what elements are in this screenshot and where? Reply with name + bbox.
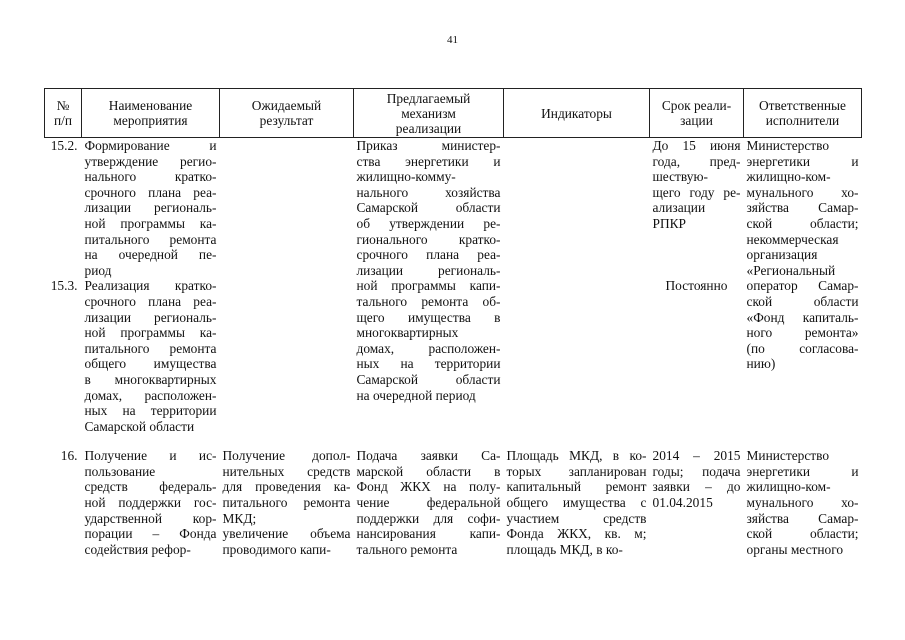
header-name-line: мероприятия (113, 113, 188, 128)
row-15-2-name-line: риод (84, 262, 112, 278)
rows-15-mechanism-line: об утверждении ре- (356, 215, 501, 231)
row-16-responsible-line: зяйства Самар- (746, 510, 859, 526)
row-16-result-line: увеличение объема (222, 526, 351, 542)
rows-15-responsible-line: «Региональный (746, 262, 836, 278)
row-16-indicators-line: торых запланирован (506, 463, 647, 479)
table-row-16 (45, 434, 862, 557)
header-term-line: зации (680, 113, 713, 128)
rows-15-responsible-line: жилищно-ком- (746, 169, 831, 185)
row-15-2-name-line: ной программы ка- (84, 215, 217, 231)
rows-15-responsible-line: ской области (746, 293, 859, 309)
row-15-3-name (82, 278, 220, 434)
row-15-2-term (650, 138, 744, 279)
row-15-2-name-line: нального кратко- (84, 169, 217, 185)
row-16-term-line: 01.04.2015 (652, 495, 713, 511)
row-15-2-name-line: утверждение регио- (84, 153, 217, 169)
row-16-result-line: питального ремонта (222, 495, 351, 511)
rows-15-responsible-line: (по согласова- (746, 340, 859, 356)
rows-15-mechanism-line: ства энергетики и (356, 153, 501, 169)
row-15-2-term-line: щего году ре- (652, 184, 741, 200)
row-16-mechanism-line: марской области в (356, 463, 501, 479)
rows-15-responsible-line: энергетики и (746, 153, 859, 169)
row-15-3-num: 15.3. (50, 278, 78, 294)
row-15-2-name-line: Формирование и (84, 138, 217, 153)
header-num-line: № (56, 98, 70, 113)
row-16-name-line: порации – Фонда (84, 526, 217, 542)
page-number: 41 (447, 34, 458, 46)
rows-15-responsible (744, 138, 862, 435)
header-num-line: п/п (53, 113, 73, 128)
row-15-2-term-line: шествую- (652, 169, 708, 185)
rows-15-mechanism-line: ных на территории (356, 356, 501, 372)
row-15-2-term-line: года, пред- (652, 153, 741, 169)
row-16-indicators (504, 434, 650, 557)
rows-15-responsible-line: ного ремонта» (746, 325, 859, 341)
row-16-result-line: проводимого капи- (222, 541, 331, 557)
rows-15-responsible-line: ской области; (746, 215, 859, 231)
row-16-indicators-line: Фонда ЖКХ, кв. м; (506, 526, 647, 542)
row-16-mechanism-line: Фонд ЖКХ на полу- (356, 479, 501, 495)
row-16-result (220, 434, 354, 557)
rows-15-mechanism-line: жилищно-комму- (356, 169, 456, 185)
row-16-responsible-line: ской области; (746, 526, 859, 542)
header-mechanism-line: Предлагаемый (386, 90, 471, 106)
row-15-3-name-line: Реализация кратко- (84, 278, 217, 294)
rows-15-responsible-line: зяйства Самар- (746, 200, 859, 216)
row-15-2-name (82, 138, 220, 279)
row-16-num: 16. (60, 448, 78, 464)
row-15-3-name-line: срочного плана реа- (84, 293, 217, 309)
row-16-result-line: Получение допол- (222, 448, 351, 464)
rows-15-mechanism-line: домах, расположен- (356, 340, 501, 356)
row-16-term (650, 434, 744, 557)
row-15-2-term-line: До 15 июня (652, 138, 741, 153)
header-result-line: Ожидаемый (251, 98, 322, 113)
row-15-2-term-line: РПКР (652, 215, 686, 231)
row-16-responsible-line: энергетики и (746, 463, 859, 479)
header-result (220, 89, 354, 138)
row-16-result-line: для проведения ка- (222, 479, 351, 495)
header-mechanism-line: реализации (395, 120, 462, 136)
row-15-3-indicators (504, 278, 650, 434)
row-15-3-name-line: лизации региональ- (84, 309, 217, 325)
row-16-name-line: Получение и ис- (84, 448, 217, 464)
header-num (45, 89, 82, 138)
row-16-responsible-line: Министерство (746, 448, 830, 464)
rows-15-responsible-line: некоммерческая (746, 231, 839, 247)
row-16-term-line: заявки – до (652, 479, 741, 495)
row-15-2-name-line: срочного плана реа- (84, 184, 217, 200)
header-indicators-line: Индикаторы (541, 105, 612, 121)
row-15-2-num: 15.2. (50, 138, 78, 153)
rows-15-responsible-line: нию) (746, 356, 776, 372)
row-16-term-line: годы; подача (652, 463, 741, 479)
row-15-3-name-line: Самарской области (84, 418, 195, 434)
row-16-mechanism (354, 434, 504, 557)
rows-15-mechanism (354, 138, 504, 435)
header-responsible-line: Ответственные (759, 98, 846, 113)
row-16-name-line: ной поддержки гос- (84, 495, 217, 511)
row-16-result-line: МКД; (222, 510, 257, 526)
rows-15-responsible-line: мунального хо- (746, 184, 859, 200)
table-header-row (45, 89, 862, 138)
header-name-line: Наименование (108, 98, 193, 113)
rows-15-mechanism-line: тального ремонта об- (356, 293, 501, 309)
row-15-3-name-line: в многоквартирных (84, 371, 217, 387)
row-15-2-name-line: на очередной пе- (84, 247, 217, 263)
row-16-responsible-line: мунального хо- (746, 495, 859, 511)
table-row-15-2 (45, 138, 862, 279)
row-15-2-name-line: лизации региональ- (84, 200, 217, 216)
row-15-2-name-line: питального ремонта (84, 231, 217, 247)
rows-15-mechanism-line: щего имущества в (356, 309, 501, 325)
row-15-2-indicators (504, 138, 650, 279)
header-term-line: Срок реали- (661, 98, 732, 113)
header-indicators (504, 89, 650, 138)
row-16-indicators-line: Площадь МКД, в ко- (506, 448, 647, 464)
header-mechanism (354, 89, 504, 138)
header-responsible (744, 89, 862, 138)
row-16-name-line: пользование (84, 463, 156, 479)
row-15-3-term-line: Постоянно (665, 278, 728, 294)
row-15-2-term-line: ализации (652, 200, 706, 216)
rows-15-mechanism-line: ной программы капи- (356, 278, 501, 294)
header-term (650, 89, 744, 138)
row-16-name-line: ударственной кор- (84, 510, 217, 526)
row-15-3-name-line: ных на территории (84, 403, 217, 419)
rows-15-mechanism-line: на очередной период (356, 387, 476, 403)
header-mechanism-line: механизм (401, 105, 456, 121)
rows-15-responsible-line: «Фонд капиталь- (746, 309, 859, 325)
row-15-3-name-line: ной программы ка- (84, 325, 217, 341)
rows-15-mechanism-line: лизации региональ- (356, 262, 501, 278)
row-16-name-line: средств федераль- (84, 479, 217, 495)
row-16-mechanism-line: чение федеральной (356, 495, 501, 511)
row-16-indicators-line: участием средств (506, 510, 647, 526)
row-16-mechanism-line: тального ремонта (356, 541, 458, 557)
measures-table (44, 88, 862, 557)
row-16-name (82, 434, 220, 557)
header-result-line: результат (259, 113, 314, 128)
row-15-3-name-line: питального ремонта (84, 340, 217, 356)
rows-15-mechanism-line: Самарской области (356, 200, 501, 216)
rows-15-mechanism-line: Приказ министер- (356, 138, 501, 153)
header-name (82, 89, 220, 138)
row-16-mechanism-line: Подача заявки Са- (356, 448, 501, 464)
row-15-3-term (650, 278, 744, 434)
rows-15-mechanism-line: Самарской области (356, 371, 501, 387)
row-16-mechanism-line: нансирования капи- (356, 526, 501, 542)
rows-15-mechanism-line: срочного плана реа- (356, 247, 501, 263)
row-16-indicators-line: капитальный ремонт (506, 479, 647, 495)
row-15-3-name-line: домах, расположен- (84, 387, 217, 403)
header-responsible-line: исполнители (765, 113, 840, 128)
row-15-2-result (220, 138, 354, 279)
rows-15-responsible-line: оператор Самар- (746, 278, 859, 294)
row-16-result-line: нительных средств (222, 463, 351, 479)
rows-15-responsible-line: Министерство (746, 138, 830, 153)
rows-15-mechanism-line: гионального кратко- (356, 231, 501, 247)
row-16-indicators-line: площадь МКД, в ко- (506, 541, 623, 557)
rows-15-mechanism-line: нального хозяйства (356, 184, 501, 200)
row-16-responsible-line: органы местного (746, 541, 844, 557)
row-16-name-line: содействия рефор- (84, 541, 191, 557)
row-15-3-name-line: общего имущества (84, 356, 217, 372)
row-16-mechanism-line: поддержки для софи- (356, 510, 501, 526)
rows-15-mechanism-line: многоквартирных (356, 325, 459, 341)
row-16-term-line: 2014 – 2015 (652, 448, 741, 464)
row-15-3-result (220, 278, 354, 434)
rows-15-responsible-line: организация (746, 247, 818, 263)
row-16-responsible-line: жилищно-ком- (746, 479, 831, 495)
row-16-indicators-line: общего имущества с (506, 495, 647, 511)
row-16-responsible (744, 434, 862, 557)
